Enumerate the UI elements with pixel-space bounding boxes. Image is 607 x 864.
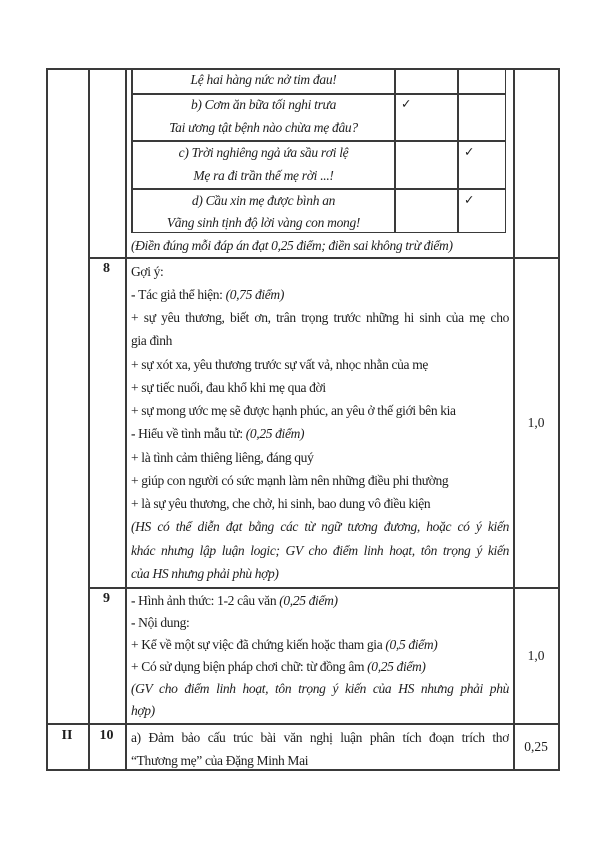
option-a-check-cell-1 [394, 68, 457, 93]
answer-line: khác nhưng lập luận logic; GV cho điểm linh hoạt, tôn trọng ý kiến [131, 542, 509, 558]
answer-line: gia đình [131, 333, 173, 349]
option-c-check-cell-1 [394, 142, 457, 188]
option-d-check-cell-2 [457, 190, 505, 233]
grading-note: (Điền đúng mỗi đáp án đạt 0,25 điểm; điền sai không trừ điểm) [131, 238, 453, 253]
answer-line: + sự tiếc nuối, đau khổ khi mẹ qua đời [131, 379, 326, 395]
question-number-9: 9 [103, 591, 110, 606]
answer-line: hợp) [131, 703, 155, 719]
question-number-8: 8 [103, 261, 110, 276]
q8-answer [131, 260, 509, 586]
answer-line: - Hình ảnh thức: 1-2 câu văn (0,25 điểm) [131, 592, 338, 608]
option-row-d [133, 190, 394, 233]
divider-section-col [88, 68, 90, 771]
checkmark-icon: ✓ [464, 144, 475, 159]
option-c-check-cell-2 [457, 142, 505, 188]
answer-line: - Nội dung: [131, 614, 190, 630]
answer-line: (HS có thể diễn đạt bằng các từ ngữ tương đương, hoặc có ý kiến [131, 519, 509, 535]
answer-line: + là tình cảm thiêng liêng, đáng quý [131, 449, 314, 465]
score-cell-q10: 0,25 [524, 738, 548, 754]
answer-line: + sự yêu thương, biết ơn, trân trọng trước những hi sinh của mẹ cho [131, 310, 509, 325]
option-b-check-cell-2 [457, 94, 505, 140]
poem-line: Tai ương tật bệnh nào chừa mẹ đâu? [169, 119, 358, 135]
answer-line: + là sự yêu thương, che chở, hi sinh, bao dung vô điều kiện [131, 496, 431, 511]
divider-row8-row9 [88, 587, 560, 589]
poem-line: b) Cơm ăn bữa tối nghi trưa [190, 97, 337, 112]
answer-line: “Thương mẹ” của Đặng Minh Mai [131, 752, 309, 768]
poem-line: Lệ hai hàng nức nở tim đau! [190, 72, 337, 87]
answer-line: + sự mong ước mẹ sẽ được hạnh phúc, an yêu ở thế giới bên kia [131, 403, 456, 418]
question-number-10: 10 [99, 728, 114, 743]
answer-line: - Tác giả thể hiện: (0,75 điểm) [131, 286, 284, 302]
answer-line: + sự xót xa, yêu thương trước sự vất vả, nhọc nhằn của mẹ [131, 356, 429, 372]
table-border-left [46, 68, 48, 771]
section-number-II: II [61, 728, 73, 743]
score-cell-q9: 1,0 [527, 647, 545, 663]
poem-line: Vãng sinh tịnh độ lời vàng con mong! [166, 215, 361, 230]
answer-line: + Kể về một sự việc đã chứng kiến hoặc tham gia (0,5 điểm) [131, 636, 438, 652]
checkmark-icon: ✓ [401, 96, 412, 111]
option-row-b [133, 94, 394, 140]
q9-answer [131, 590, 509, 723]
score-cell-q8: 1,0 [527, 414, 545, 430]
option-b-check-cell-1 [394, 94, 457, 140]
divider-row7-row8 [88, 257, 560, 259]
answer-key-table [46, 68, 560, 771]
answer-line: + Có sử dụng biện pháp chơi chữ: từ đồng âm (0,25 điểm) [131, 659, 426, 675]
option-d-check-cell-1 [394, 190, 457, 233]
divider-number-col [125, 68, 127, 771]
poem-line: c) Trời nghiêng ngả ứa sầu rơi lệ [178, 145, 349, 160]
poem-line: Mẹ ra đi trần thế mẹ rời ...! [193, 167, 334, 183]
answer-line: - Hiểu về tình mẫu tử: (0,25 điểm) [131, 426, 305, 442]
checkmark-icon: ✓ [464, 192, 475, 207]
divider-row9-row10 [46, 723, 560, 725]
answer-line: của HS nhưng phải phù hợp) [131, 565, 279, 581]
answer-line: (GV cho điểm linh hoạt, tôn trọng ý kiến của HS nhưng phải phù [131, 681, 509, 697]
options-subtable [131, 68, 506, 233]
answer-line: Gợi ý: [131, 263, 164, 279]
option-row-c [133, 142, 394, 188]
poem-line: d) Cầu xin mẹ được bình an [191, 193, 336, 208]
score-cell-q7 [514, 70, 559, 257]
q10-answer [131, 726, 509, 772]
option-a-check-cell-2 [457, 68, 505, 93]
answer-line: a) Đảm bảo cấu trúc bài văn nghị luận phân tích đoạn trích thơ [131, 729, 509, 745]
answer-line: + giúp con người có sức mạnh làm nên những điều phi thường [131, 472, 449, 488]
option-row-a [133, 68, 394, 93]
